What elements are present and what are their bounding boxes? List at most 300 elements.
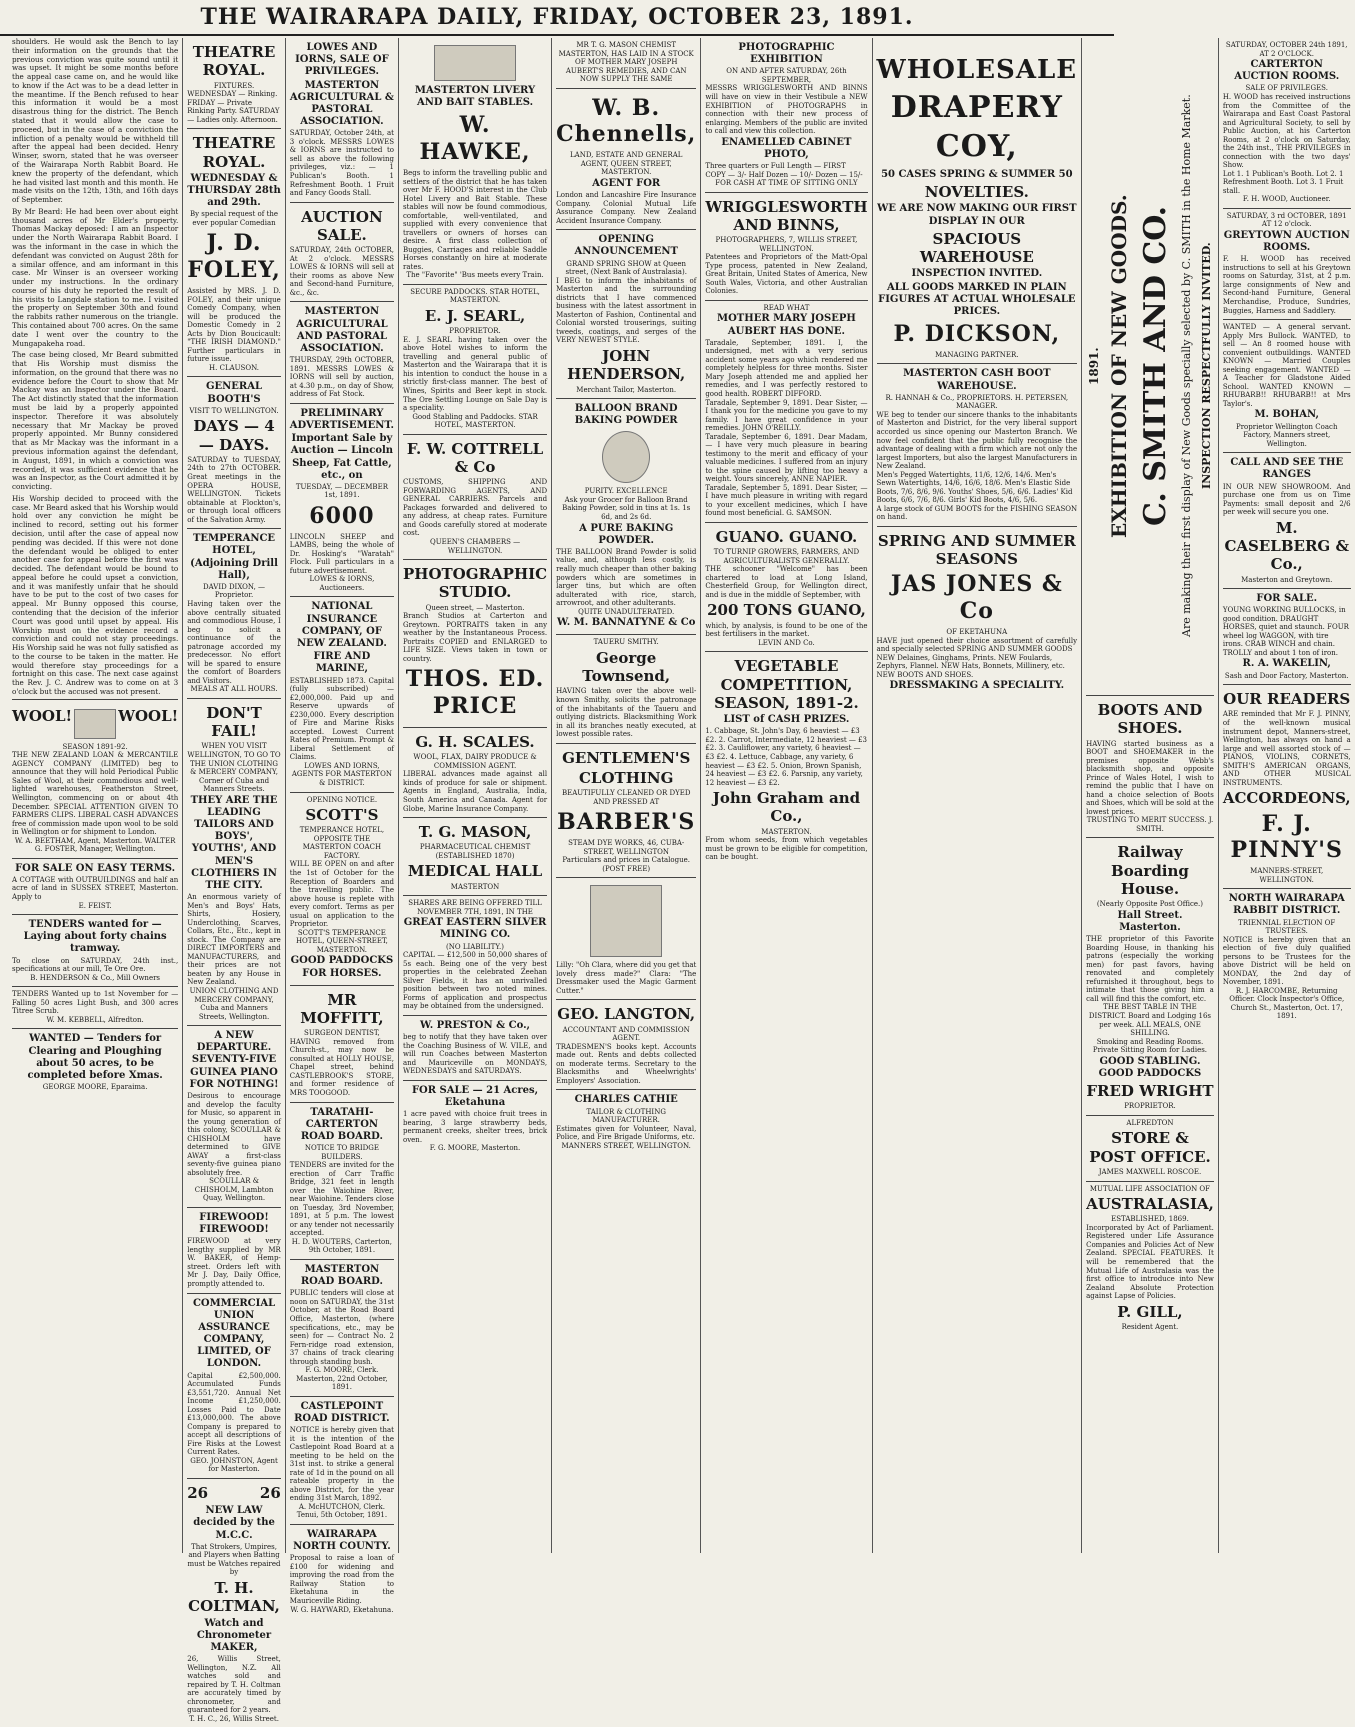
ad-jas-jones <box>877 527 1078 698</box>
foley-sign: H. CLAUSON. <box>209 363 259 372</box>
pure-sub: QUITE UNADULTERATED. <box>578 607 675 616</box>
ad-carterton-auction <box>1223 38 1351 209</box>
booth-sub: VISIT TO WELLINGTON. <box>189 406 279 415</box>
graham-sub: MASTERTON. <box>761 827 812 836</box>
for-sale-sign: E. FEIST. <box>78 901 112 910</box>
langton-sub: ACCOUNTANT AND COMMISSION AGENT. <box>562 1025 690 1043</box>
grey-body: F. H. WOOD has received instructions to sell at his Greytown rooms on Saturday, 31st, at 2 p.m. large consignments of New and Second-hand Furniture, General Merchandise, Produce, Sundries, Buggies, Harness and Saddlery. <box>1222 255 1351 315</box>
gents-clothing: CLOTHING <box>578 768 674 787</box>
article-text: The case being closed, Mr Beard submitted that His Worship must dismiss the information, on the ground that there was no evidence before the Court to show that Mr Mackay was an Inspector under the Board. The Act distinctly stated that the information must be laid by a properly appointed inspector. Therefore it was absolutely necessary that Mr Mackay be proved properly appointed. Mr Bunny considered that as Mr Mackay was the informant in a previous information against the defendant, in August, 1891, in which a conviction was recorded, it was sufficient evidence that he was an Inspector, as the Court admitted it by convicting. <box>12 350 179 492</box>
dontfail-heading: DON'T FAIL! <box>206 703 262 741</box>
wright-name: FRED WRIGHT <box>1086 1082 1214 1101</box>
wriggles-body: Patentees and Proprietors of the Matt-Opal Type process, patented in New Zealand, Great Britain, United States of America, New South Wales, Victoria, and other Australian Colonies. <box>705 253 868 296</box>
article-text: By Mr Beard: He had been over about eight thousand acres of Mr Elder's property. Thomas Mackay deposed: I am an Inspector under the North Wairarapa Rabbit Board. I was the informant in the case in which the defendant was convicted on August 28th for a similar offence, and am informant in this case. Mr Winser is an overseer working under my instructions. In the ordinary course of his duty he reported the result of his visits to Langdale station to me. I visited the property on September 30th and found the rabbits rather numerous on the triangle. This contained about 700 acres. On the same date I went over the country to the Mungapakeha road. <box>12 206 179 348</box>
ad-temperance-hotel <box>187 529 281 699</box>
column-2 <box>183 38 286 1723</box>
north-sign: W. G. HAYWARD, Eketahuna. <box>290 1605 394 1614</box>
road-sign: H. D. WOUTERS, Carterton, 9th October, 1891. <box>291 1237 392 1255</box>
carterton-sub: SALE OF PRIVILEGES. <box>1245 84 1328 93</box>
tender1-body: To close on SATURDAY, 24th inst., specifications at our mill, Te Ore Ore. <box>12 956 179 974</box>
theatre1-body: WEDNESDAY — Rinking. FRIDAY — Private Rinking Party. SATURDAY — Ladies only. Afternoon. <box>187 90 280 124</box>
ranges-heading: CALL AND SEE THE RANGES <box>1230 457 1344 481</box>
theatre1-heading: THEATRE ROYAL. <box>192 43 276 80</box>
ad-firewood <box>187 1208 281 1294</box>
rabbit-heading: NORTH WAIRARAPA RABBIT DISTRICT. <box>1228 893 1345 917</box>
ad-wool <box>12 702 178 859</box>
boots-sign: TRUSTING TO MERIT SUCCESS. J. SMITH. <box>1086 816 1214 833</box>
cottrell-body: CUSTOMS, SHIPPING AND FORWARDING AGENTS, AND GENERAL CARRIERS. Parcels and Packages forwarded and delivered to any address, at cheap rates. Furniture and Goods carefully stored at moderate cost. <box>403 478 548 538</box>
medical-sub: MASTERTON <box>450 882 500 891</box>
pastoral-heading: MASTERTON AGRICULTURAL & PASTORAL ASSOCIATION. <box>289 79 394 128</box>
guano-heading: GUANO. GUANO. <box>715 527 858 546</box>
scales-sub: WOOL, FLAX, DAIRY PRODUCE & COMMISSION AGENT. <box>413 753 537 770</box>
moffitt-sub: SURGEON DENTIST, <box>304 1029 380 1038</box>
agent-body: London and Lancashire Fire Insurance Company. Colonial Mutual Life Assurance Company. New Zealand Accident Insurance Company. <box>556 191 697 225</box>
ad-wrigglesworth <box>705 193 867 301</box>
ad-piano <box>187 1026 281 1208</box>
guano-body: THE schooner "Welcome" has been chartered to load at Long Island, Chesterfield Group, for Wellington direct, and is due in the middle of September, with <box>705 565 868 599</box>
piano-body: Desirous to encourage and develop the faculty for Music, so apparent in the young generation of this colony, SCOULLAR & CHISHOLM have determined to GIVE AWAY a first-class seventy-five guinea piano absolutely free. <box>187 1092 281 1177</box>
article-text: His Worship decided to proceed with the case. Mr Beard asked that his Worship would hold over any conviction he might be inclined to record, setting out his former decision, until after the case of appeal now pending was decided. If this were not done the defendant would be obliged to enter another case for appeal before the first was decided. The defendant would be bound to appeal before he could upset a conviction, and it was manifestly unfair that he should have to be put to the cost of two cases for appeal. Mr Bunny opposed this course, contending that the decision of the inferior Court was good until upset by appeal. His Worship must on the evidence record a conviction and could not stay proceedings. His Worship said he was not fully satisfied as to the course to be taken in the matter. He would therefore stay proceedings for a fortnight on this case. The next case against the Rev. J. C. Andrew was to come on at 3 o'clock but the accused was not present. <box>12 493 179 697</box>
readers-body: ARE reminded that Mr F. J. PINNY, of the well-known musical instrument depot, Manners-street, Wellington, has always on hand a large and well assorted stock of — PIANOS, VIOLINS, CORNETS, SMITH'S AMERICAN ORGANS, AND OTHER MUSICAL INSTRUMENTS. <box>1222 710 1351 787</box>
preston-name: W. PRESTON & Co., <box>420 1019 531 1031</box>
pastoral-body: SATURDAY, October 24th, at 3 o'clock. MESSRS LOWES & IORNS are instructed to sell as above the following privileges, viz.: — 1 Publican's Booth. 1 Refreshment Booth. 1 Fruit and Fancy Goods Stall. <box>289 129 394 198</box>
veg-sub: LIST of CASH PRIZES. <box>723 714 850 726</box>
ad-greytown-auction <box>1223 209 1351 320</box>
mason-sub: PHARMACEUTICAL CHEMIST (ESTABLISHED 1870) <box>419 843 531 860</box>
caselberg-sub: Masterton and Greytown. <box>1241 575 1333 584</box>
bannatyne-name: W. M. BANNATYNE & Co <box>557 617 696 629</box>
scott-sub: TEMPERANCE HOTEL, OPPOSITE THE MASTERTON COACH FACTORY. <box>299 826 385 860</box>
alf-sign: JAMES MAXWELL ROSCOE. <box>1098 1168 1202 1176</box>
ad-tender-2 <box>12 987 178 1029</box>
veg-prize-list: 1. Cabbage, St. John's Day, 6 heaviest — £3 £2. 2. Carrot, Intermediate, 12 heaviest — £3 £2. 3. Cauliflower, any variety, 6 heaviest — £3 £2. 4. Lettuce, Cabbage, any variety, 6 heaviest — £3 £2. 5. Onion, Brown Spanish, 24 heaviest — £3 £2. 6. Parsnip, any variety, 12 heaviest — £3 £2. <box>705 727 867 787</box>
cottrell-name: F. W. COTTRELL & Co <box>406 439 544 476</box>
cathie-body: Estimates given for Volunteer, Naval, Police, and Fire Brigade Uniforms, etc. <box>556 1124 697 1142</box>
road-sub: NOTICE TO BRIDGE BUILDERS. <box>304 1144 379 1161</box>
ad-taratahi-road <box>290 1103 394 1260</box>
guano-sub: TO TURNIP GROWERS, FARMERS, AND AGRICULTURALISTS GENERALLY. <box>713 548 860 565</box>
number-26-left: 26 <box>187 1484 209 1502</box>
mroad-heading: MASTERTON ROAD BOARD. <box>300 1264 383 1288</box>
column-7 <box>873 38 1083 1553</box>
boot-body: WE beg to tender our sincere thanks to the inhabitants of Masterton and District, for the very liberal support accorded us since opening our Masterton Branch. We now feel confident that the public fully recognise the advantage of dealing with a firm which are not only the largest Importers, but also the largest Manufacturers in New Zealand. <box>876 410 1078 471</box>
ad-rabbit-district <box>1223 889 1351 1025</box>
townsend-name: George Townsend, <box>582 648 671 686</box>
balloon-sub: Ask your Grocer for Balloon Brand Baking Powder, sold in tins at 1s. 1s 6d, and 2s 6d. <box>562 495 691 521</box>
guano-body-2: which, by analysis, is found to be one of the best fertilisers in the market. <box>705 621 868 639</box>
spring-seasons-heading: SPRING AND SUMMER SEASONS <box>877 531 1076 569</box>
rail-address: Hall Street. Masterton. <box>1117 909 1183 934</box>
tender1-heading: TENDERS wanted for — Laying about forty chains tramway. <box>23 919 167 955</box>
ad-castlepoint <box>290 1397 394 1525</box>
coy-heading: COY, <box>935 129 1018 165</box>
medical-hall: MEDICAL HALL <box>407 862 543 881</box>
commercial-heading: COMMERCIAL UNION ASSURANCE COMPANY, LIMITED, OF LONDON. <box>192 1297 276 1370</box>
enamel-heading: ENAMELLED CABINET PHOTO, <box>721 136 852 160</box>
ad-mutual-life <box>1086 1182 1214 1336</box>
wakelin-list: YOUNG WORKING BULLOCKS, in good condition. DRAUGHT HORSES, quiet and staunch. FOUR wheel log WAGGON, with tire irons. CRAB WINCH and chain. TROLLY and about 1 ton of iron. <box>1222 606 1349 657</box>
booth-body: SATURDAY to TUESDAY, 24th to 27th OCTOBER. Great meetings in the OPERA HOUSE, WELLINGTON. Tickets obtainable at Flockton's, or through local officers of the Salvation Army. <box>187 455 281 524</box>
cathie-sign: MANNERS STREET, WELLINGTON. <box>561 1141 691 1150</box>
gill-name: P. GILL, <box>1117 1302 1183 1321</box>
balloon-illustration <box>602 431 650 483</box>
auction-body: SATURDAY, 24th OCTOBER, At 2 o'clock. MESSRS LOWES & IORNS will sell at their rooms as above New and Second-hand Furniture, &c., &c. <box>289 246 394 297</box>
forsale-sign: F. G. MOORE, Masterton. <box>429 1144 521 1153</box>
leading-body: An enormous variety of Men's and Boys' Hats, Shirts, Hosiery, Underclothing, Scarves, Collars, Etc., Etc., kept in stock. The Company are DIRECT IMPORTERS and MANUFACTURERS, and their prices are not beaten by any House in New Zealand. <box>187 893 281 987</box>
cathie-sub: TAILOR & CLOTHING MANUFACTURER. <box>586 1107 666 1125</box>
for-sale-body: A COTTAGE with OUTBUILDINGS and half an acre of land in SUSSEX STREET, Masterton. Apply to <box>12 875 179 901</box>
caselberg-name: M. CASELBERG & Co., <box>1224 518 1349 574</box>
prelim-heading: PRELIMINARY ADVERTISEMENT. <box>289 407 394 431</box>
scoullar-sign: SCOULLAR & CHISHOLM, Lambton Quay, Wellington. <box>194 1177 274 1203</box>
silver-sub: (NO LIABILITY.) <box>446 942 505 951</box>
carterton-heading: CARTERTON AUCTION ROOMS. <box>1234 59 1340 83</box>
coltman-name: T. H. COLTMAN, <box>188 1578 280 1616</box>
rabbit-body: NOTICE is hereby given that an election of five duly qualified persons to be Trustees for the above District will be held on MONDAY, the 2nd day of November, 1891. <box>1222 935 1351 987</box>
spacious-warehouse: SPACIOUS WAREHOUSE <box>919 229 1034 267</box>
ad-photo-exhibition <box>705 38 867 193</box>
spring-sub: GRAND SPRING SHOW at Queen street, (Next Bank of Australasia). <box>565 259 687 277</box>
ad-union-clothing <box>187 699 281 1026</box>
ad-photo-studio <box>403 560 547 728</box>
grey-date: SATURDAY, 3 rd OCTOBER, 1891 AT 12 o'clock. <box>1226 211 1347 229</box>
ladies-illustration <box>590 885 662 957</box>
chennells-sub: LAND, ESTATE AND GENERAL AGENT, QUEEN STREET, MASTERTON. <box>569 151 683 177</box>
ad-scotts-hotel <box>290 793 394 986</box>
paddocks-line: GOOD PADDOCKS FOR HORSES. <box>290 955 394 979</box>
rail-list: THE BEST TABLE IN THE DISTRICT. Board and Lodging 16s per week. ALL MEALS, ONE SHILLING. <box>1088 1003 1211 1038</box>
rabbit-sign: R. J. HARCOMBE, Returning Officer. Clock Inspector's Office, Church St., Masterton, Oct. 17, 1891. <box>1229 986 1345 1021</box>
photo-exhibition-sub: ON AND AFTER SATURDAY, 26th SEPTEMBER, <box>726 67 847 84</box>
enamel-prices: Three quarters or Full Length — FIRST COPY — 3/- Half Dozen — 10/- Dozen — 15/- <box>705 162 863 179</box>
photo-heading: PHOTOGRAPHIC STUDIO. <box>403 565 548 602</box>
mother-testimonial-1: Taradale, September, 1891. I, the undersigned, met with a very serious accident some years ago which rendered me completely helpless for three months. Sister Mary Joseph attended me and applied her remedies, and I was perfectly restored to good health. ROBERT DIFFORD. <box>705 338 868 398</box>
coltman-sub: Watch and Chronometer MAKER, <box>196 1617 272 1653</box>
rail-sub: (Nearly Opposite Post Office.) <box>1096 900 1204 909</box>
ad-balloon-powder <box>556 399 696 635</box>
temp-meals: MEALS AT ALL HOURS. <box>190 685 278 694</box>
inspection-invited: INSPECTION INVITED. <box>911 268 1043 280</box>
tender2-body: TENDERS Wanted up to 1st November for — Falling 50 acres Light Bush, and 300 acres Titree Scrub. <box>12 990 179 1016</box>
mother-testimonial-3: Taradale, September 6, 1891. Dear Madam, — I have very much pleasure in bearing testimony to the merit and efficacy of your valuable medicines. I suffered from an injury to the spine caused by lifting too heavy a weight. Yours sincerely, ANNE NAPIER. <box>705 432 868 484</box>
ad-taueru-smithy <box>556 635 696 743</box>
coltman-body: 26, Willis Street, Wellington, N.Z. All watches sold and repaired by T. H. Coltman are accurately timed by chronometer, and guaranteed for 2 years. <box>187 1655 281 1715</box>
ad-mason-chemist <box>403 818 547 896</box>
preston-body: beg to notify that they have taken over the Coaching Business of W. VILE, and will run Coaches between Masterton and Mauriceville on MONDAYS, WEDNESDAYS and SATURDAYS. <box>403 1033 548 1076</box>
boot-sign: R. HANNAH & Co., PROPRIETORS. H. PETERSEN, MANAGER. <box>885 393 1069 411</box>
ad-eketahuna-sale <box>403 1081 547 1157</box>
alf-heading: ALFREDTON <box>1126 1118 1174 1127</box>
national-heading: NATIONAL INSURANCE COMPANY, OF NEW ZEALAND. <box>296 601 387 650</box>
ad-cathie <box>556 1090 696 1154</box>
dressmaking: DRESSMAKING A SPECIALITY. <box>889 680 1065 692</box>
wool-illustration <box>74 709 116 739</box>
booth-heading: GENERAL BOOTH'S <box>206 381 263 405</box>
pinny-name: F. J. PINNY'S <box>1230 810 1343 864</box>
mutual-sub: ESTABLISHED, 1869. <box>1111 1215 1189 1224</box>
wriggles-sub: PHOTOGRAPHERS, 7, WILLIS STREET, WELLINGTON. <box>715 236 858 253</box>
prelim-date: TUESDAY, — DECEMBER 1st, 1891. <box>295 482 388 500</box>
carterton-body: H. WOOD has received instructions from the Committee of the Wairarapa and East Coast Pastoral and Agricultural Society, to sell by Public Auction, at his Carterton Rooms, at 2 o'clock on Saturday, the 24th inst., THE PRIVILEGES in connection with the two days' Show. <box>1222 92 1351 170</box>
ad-garment-cutter <box>556 878 696 1000</box>
veg-heading: VEGETABLE COMPETITION, SEASON, 1891-2. <box>714 657 859 712</box>
commercial-body: Capital £2,500,000. Accumulated Funds £3,551,720. Annual Net Income £1,250,000. Losses Paid to Date £13,000,000. The above Company is prepared to accept all descriptions of Fire Risks at the Lowest Current Rates. <box>187 1371 281 1457</box>
ad-henderson-tailor <box>556 230 696 399</box>
column-3 <box>286 38 399 1614</box>
photo-body: Branch Studios at Carterton and Greytown. PORTRAITS taken in any weather by the Instantaneous Process. Portraits COPIED and ENLARGED to LIFE SIZE. Views taken in town or country. <box>403 612 548 663</box>
bohan-name: M. BOHAN, <box>1254 409 1320 421</box>
mroad-sign: F. G. MOORE, Clerk. Masterton, 22nd October, 1891. <box>296 1366 388 1392</box>
bohan-sub: Proprietor Wellington Coach Factory, Manners street, Wellington. <box>1235 422 1338 448</box>
ad-masterton-road <box>290 1260 394 1397</box>
column-5 <box>552 38 701 1553</box>
national-sign: LOWES AND IORNS, AGENTS FOR MASTERTON & DISTRICT. <box>291 761 392 787</box>
foley-name: J. D. FOLEY, <box>187 230 281 284</box>
rail-stable: GOOD STABLING. GOOD PADDOCKS <box>1098 1055 1202 1079</box>
newspaper-title: THE WAIRARAPA DAILY, FRIDAY, OCTOBER 23, 1891. <box>200 4 914 30</box>
balloon-motto: PURITY. EXCELLENCE <box>584 487 668 496</box>
mason-name: T. G. MASON, <box>418 823 532 842</box>
silver-heading: SHARES ARE BEING OFFERED TILL NOVEMBER 7TH, 1891, IN THE <box>408 899 542 916</box>
firewood-heading: FIREWOOD! FIREWOOD! <box>199 1211 269 1236</box>
theatre2-body: By special request of the ever popular Comedian <box>189 210 279 227</box>
road-body: TENDERS are invited for the erection of Carr Traffic Bridge, 321 feet in length over the Waiohine River, near Waiohine. Tenders close on Tuesday, 3rd November, 1891, at 5 p.m. The lowest or any tender not necessarily accepted. <box>289 1161 394 1238</box>
pure-body: THE BALLOON Brand Powder is solid value, and, although less costly, is really much cheaper than other baking powders which are sometimes in larger tins, but which are often adulterated with rice, starch, arrowroot, and other adulterants. <box>556 547 697 608</box>
rail-body: THE proprietor of this Favorite Boarding House, in thanking his patrons (especially the working men) for past favors, having renovated and completely refurnished it throughout, begs to intimate that those giving him a call will find this the comfort, etc. <box>1086 935 1214 1003</box>
tender2-sign: W. M. KEBBELL, Alfredton. <box>46 1015 144 1024</box>
ad-wanted-list <box>1223 320 1351 453</box>
jas-sub: OF EKETAHUNA <box>946 628 1008 637</box>
ad-mother-aubert <box>705 301 867 523</box>
mroad-body: PUBLIC tenders will close at noon on SATURDAY, the 31st October, at the Road Board Office, Masterton, (where specifications, etc., may be seen) for — Contract No. 2 Fern-ridge road extension, 37 chains of track clearing through standing bush. <box>289 1289 394 1366</box>
rabbit-sub: TRIENNIAL ELECTION OF TRUSTEES. <box>1238 918 1336 936</box>
gents-heading: GENTLEMEN'S <box>562 748 691 767</box>
moffitt-name: MR MOFFITT, <box>300 990 384 1027</box>
searl-sub: PROPRIETOR. <box>449 327 501 336</box>
column-8 <box>1082 38 1219 1553</box>
castle-sign: A. McHUTCHON, Clerk. Tenui, 5th October, 1891. <box>296 1502 388 1520</box>
price-name: THOS. ED. PRICE <box>405 666 545 720</box>
mutual-body: Incorporated by Act of Parliament. Registered under Life Assurance Companies and Policies Act of New Zealand. SPECIAL FEATURES. It will be remembered that the Mutual Life of Australasia was the first office to introduce into New Zealand Absolute Protection against Lapse of Policies. <box>1086 1223 1214 1301</box>
mason-remedies-text: MR T. G. MASON CHEMIST MASTERTON, HAS LAID IN A STOCK OF MOTHER MARY JOSEPH AUBERT'S REMEDIES, AND CAN NOW SUPPLY THE SAME <box>558 41 694 84</box>
silver-body: CAPITAL — £12,500 in 50,000 shares of 5s each. Being one of the very best properties in the celebrated Zeehan Silver Fields, it has an unrivalled position between two noted mines. Forms of application and prospectus may be obtained from the undersigned. <box>403 951 548 1011</box>
gum-boots: A large stock of GUM BOOTS for the FISHING SEASON on hand. <box>876 504 1078 522</box>
ad-moffitt <box>290 986 394 1103</box>
boot-price-list: Men's Pegged Watertights, 11/6, 12/6, 14/6. Men's Sewn Watertights, 14/6, 16/6, 18/6. Men's Elastic Side Boots, 7/6, 8/6, 9/6. Youths' Shoes, 5/6, 6/6. Ladies' Kid Boots, 6/6, 7/6, 8/6. Girls' Kid Boots, 4/6, 5/6. <box>876 470 1073 505</box>
ad-chennells <box>556 89 696 231</box>
prelim-big: Important Sale by Auction — Lincoln Sheep, Fat Cattle, etc., on <box>290 433 394 481</box>
dontfail-body: WHEN YOU VISIT WELLINGTON, TO GO TO THE UNION CLOTHING & MERCERY COMPANY, Corner of Cuba and Manners Streets. <box>187 742 281 794</box>
hawke-sub: The "Favorite" 'Bus meets every Train. <box>406 271 544 280</box>
gents-body: BEAUTIFULLY CLEANED OR DYED AND PRESSED AT <box>561 789 691 806</box>
ad-theatre-2 <box>187 129 281 377</box>
scales-body: LIBERAL advances made against all kinds of produce for sale or shipment. Agents in England, Australia, India, South America and Canada. Agent for Globe, Marine Insurance Company. <box>403 770 548 813</box>
ad-fat-stock <box>290 302 394 403</box>
accordeons: ACCORDEONS, <box>1222 789 1351 808</box>
guano-sign: LEVIN AND Co. <box>758 638 815 647</box>
column-6 <box>701 38 872 1553</box>
wool-body: THE NEW ZEALAND LOAN & MERCANTILE AGENCY COMPANY (LIMITED) beg to announce that they will hold Periodical Public Sales of Wool, at their commodious and well-lighted warehouses, Featherston Street, Wellington, commencing on or about 4th December. SPECIAL ATTENTION GIVEN TO FARMERS CLIPS. LIBERAL CASH ADVANCES free of commission made upon wool to be sold in Wellington or for shipment to London. <box>12 751 179 837</box>
scott-body: WILL BE OPEN on and after the 1st of October for the Reception of Boarders and the travelling public. The above house is replete with every comfort. Terms as per usual on application to the Proprietor. <box>289 860 394 929</box>
forsale-body: 1 acre paved with choice fruit trees in bearing, 3 large strawberry beds, permanent creeks, shelter trees, brick oven. <box>403 1110 548 1144</box>
ad-livery-stables <box>403 38 547 285</box>
union-sign: UNION CLOTHING AND MERCERY COMPANY, Cuba and Manners Streets, Wellington. <box>189 986 279 1021</box>
number-26-right: 26 <box>259 1484 281 1502</box>
ad-national-insurance <box>290 597 394 792</box>
graham-body: From whom seeds, from which vegetables must be grown to be eligible for competition, can be bought. <box>705 836 868 862</box>
tender1-sign: B. HENDERSON & Co., Mill Owners <box>30 973 161 982</box>
ad-ranges <box>1223 453 1351 589</box>
ad-auction-sale <box>290 203 394 303</box>
moffitt-body: HAVING removed from Church-st., may now be consulted at HOLLY HOUSE, Chapel street, behind CASTLEBROOK'S STORE, and former residence of MRS TOOGOOD. <box>289 1037 394 1097</box>
article-text: shoulders. He would ask the Bench to lay their information on the grounds that the previous conviction was quite sound until it was upset. It might be some months before the appeal case came on, and he would like to know if the Act was to be a dead letter in the meantime. If the Bench refused to hear this information it would be a most disastrous thing for the district. The Bench stated that it would allow the case to proceed, but in the case of a conviction the infliction of a penalty would be withheld till after the appeal had been decided. Henry Winser, sworn, stated that he was overseer of the Wairarapa North Rabbit Board. He knew the property of the defendant, which he had visited last month and this month. He made visits on the 12th, 13th, and 16th days of September. <box>12 37 179 205</box>
barbers-sub: STEAM DYE WORKS, 46, CUBA-STREET, WELLINGTON <box>568 839 685 856</box>
lowes-sign: LOWES & IORNS, Auctioneers. <box>309 575 375 592</box>
langton-body: TRADESMEN'S books kept. Accounts made out. Rents and debts collected on moderate terms. Secretary to the Blacksmiths and Wheelwrights' Employers' Association. <box>556 1042 697 1085</box>
wool-sign: W. A. BEETHAM, Agent, Masterton. WALTER G. FOSTER, Manager, Wellington. <box>14 836 176 854</box>
north-heading: WAIRARAPA NORTH COUNTY. <box>293 1528 391 1553</box>
readers-heading: OUR READERS <box>1223 690 1351 709</box>
ad-tender-3 <box>12 1029 178 1095</box>
piano-heading: A NEW DEPARTURE. SEVENTY-FIVE GUINEA PIANO FOR NOTHING! <box>189 1030 279 1090</box>
ad-smith-exhibition <box>1086 38 1214 696</box>
road-heading: TARATAHI-CARTERTON ROAD BOARD. <box>300 1106 383 1142</box>
wakelin-sub: Sash and Door Factory, Masterton. <box>1224 671 1349 680</box>
ad-commercial-union <box>187 1294 281 1480</box>
ad-scales <box>403 728 547 818</box>
rail-sub-2: Smoking and Reading Rooms. Private Sitting Room for Ladies. <box>1092 1037 1208 1055</box>
wakelin-name: R. A. WAKELIN, <box>1242 658 1331 670</box>
booth-days: DAYS — 4 — DAYS. <box>193 417 275 454</box>
novelties-heading: NOVELTIES. <box>924 183 1029 202</box>
auction-heading: AUCTION SALE. <box>301 207 383 244</box>
alf-store: STORE & POST OFFICE. <box>1089 1129 1211 1166</box>
drapery-heading: DRAPERY <box>890 89 1063 125</box>
divider <box>12 699 178 700</box>
wright-sub: PROPRIETOR. <box>1124 1102 1176 1111</box>
ad-north-county <box>290 1525 394 1618</box>
temp-body: Having taken over the above centrally situated and commodious House, I beg to solicit a continuance of the patronage accorded my predecessor. No effort will be spared to ensure the comfort of Boarders and Visitors. <box>187 600 281 685</box>
castle-body: NOTICE is hereby given that it is the intention of the Castlepoint Road Board at a meeting to be held on the 31st inst. to strike a general rate of 1d in the pound on all rateable property in the above District, for the year ending 31st March, 1892. <box>289 1426 394 1503</box>
ad-guano <box>705 523 867 652</box>
spring-heading: OPENING ANNOUNCEMENT <box>574 234 678 258</box>
tender3-sign: GEORGE MOORE, Eparaima. <box>42 1083 148 1092</box>
sheep-body: LINCOLN SHEEP and LAMBS, being the whole of Dr. Hosking's "Waratah" Flock. Full particulars in a future advertisement. <box>289 532 394 575</box>
jas-name: JAS JONES & Co <box>890 571 1063 625</box>
mother-testimonial-4: Taradale, September 5, 1891. Dear Sister, — I have much pleasure in writing with regard to your excellent medicines, which I have found most beneficial. G. SAMSON. <box>705 483 868 518</box>
thursday-heading: MASTERTON AGRICULTURAL AND PASTORAL ASSOCIATION. <box>296 306 388 354</box>
carterton-date: SATURDAY, OCTOBER 24th 1891, AT 2 O'CLOCK. <box>1225 41 1348 58</box>
national-sub: FIRE AND MARINE, <box>313 651 371 675</box>
ad-preliminary <box>290 404 394 598</box>
sheep-count: 6000 <box>309 502 375 529</box>
newlaw-body: That Strokers, Umpires, and Players when Batting must be Watches repaired by <box>187 1542 281 1577</box>
gill-sub: Resident Agent. <box>1121 1322 1179 1331</box>
photo-sub: Queen street, — Masterton. <box>425 603 525 612</box>
henderson-name: JOHN HENDERSON, <box>567 346 686 384</box>
vert-exhibition: EXHIBITION OF NEW GOODS. <box>1107 194 1132 538</box>
north-body: Proposal to raise a loan of £100 for widening and improving the road from the Railway Station to Eketahuna in the Mauriceville Riding. <box>289 1554 394 1605</box>
horse-illustration <box>434 45 516 81</box>
wood-sign: F. H. WOOD, Auctioneer. <box>1242 195 1331 204</box>
vert-inspection: INSPECTION RESPECTFULLY INVITED. <box>1199 242 1213 490</box>
barbers-body: Particulars and prices in Catalogue. (POST FREE) <box>562 856 690 873</box>
ad-wakelin-sale <box>1223 589 1351 685</box>
ad-for-sale <box>12 859 178 915</box>
hawke-name: W. HAWKE, <box>419 112 531 166</box>
searl-name: E. J. SEARL, <box>424 307 526 325</box>
cathie-name: CHARLES CATHIE <box>574 1094 678 1106</box>
cottrell-sign: QUEEN'S CHAMBERS — WELLINGTON. <box>429 537 521 555</box>
silver-big: GREAT EASTERN SILVER MINING CO. <box>403 917 547 941</box>
dickson-sub: MANAGING PARTNER. <box>935 350 1019 359</box>
grey-heading: GREYTOWN AUCTION ROOMS. <box>1223 229 1350 254</box>
pinny-sub: MANNERS-STREET, WELLINGTON. <box>1250 867 1324 884</box>
ad-lowes-privileges <box>290 38 394 203</box>
rail-heading: Railway Boarding House. <box>1111 843 1189 899</box>
ad-boot-warehouse <box>877 364 1078 526</box>
mutual-name: AUSTRALASIA, <box>1086 1195 1214 1214</box>
mother-heading: MOTHER MARY JOSEPH AUBERT HAS DONE. <box>717 313 856 337</box>
thursday-body: THURSDAY, 29th OCTOBER, 1891. MESSRS LOWES & IORNS will sell by auction, at 4.30 p.m., on day of Show, address of Fat Stock. <box>289 356 394 399</box>
enamel-sub: FOR CASH AT TIME OF SITTING ONLY <box>715 179 858 188</box>
leading-heading: THEY ARE THE LEADING TAILORS AND BOYS', YOUTHS', AND MEN'S CLOTHIERS IN THE CITY. <box>190 794 278 891</box>
langton-name: GEO. LANGTON, <box>557 1005 696 1024</box>
carterton-list: Lot 1. 1 Publican's Booth. Lot 2. 1 Refreshment Booth. Lot 3. 1 Fruit stall. <box>1222 169 1344 195</box>
forsale-heading: FOR SALE — 21 Acres, Eketahuna <box>411 1084 539 1108</box>
mutual-heading: MUTUAL LIFE ASSOCIATION OF <box>1089 1184 1211 1193</box>
goods-body: ALL GOODS MARKED IN PLAIN FIGURES AT ACTUAL WHOLESALE PRICES. <box>878 281 1076 317</box>
lowes1-heading: LOWES AND IORNS, SALE OF PRIVILEGES. <box>295 42 389 78</box>
columns <box>8 37 1351 1723</box>
cases-heading: 50 CASES SPRING & SUMMER 50 <box>881 168 1073 180</box>
commercial-sign: GEO. JOHNSTON, Agent for Masterton. <box>190 1456 278 1474</box>
ad-silver-mining <box>403 896 547 1016</box>
vert-smith: C. SMITH AND CO. <box>1137 205 1173 527</box>
boots-heading: BOOTS AND SHOES. <box>1097 701 1203 738</box>
wakelin-heading: FOR SALE. <box>1256 593 1318 605</box>
photo-exhibition-body: MESSRS WRIGGLESWORTH AND BINNS will have on view in their Vestibule a NEW EXHIBITION of PHOTOGRAPHS in connection with their new process of enlarging. Members of the public are invited to call and view this collection. <box>705 84 868 136</box>
boot-heading: MASTERTON CASH BOOT WAREHOUSE. <box>903 368 1051 392</box>
column-9 <box>1219 38 1355 1553</box>
scott-heading: OPENING NOTICE. <box>306 795 378 804</box>
ad-barbers-dye <box>556 744 696 879</box>
wanted-list: WANTED — A general servant. Apply Mrs Bullock. WANTED, to sell — An 8 roomed house with convenient outbuildings. WANTED KNOWN — Married Couples seeking engagement. WANTED — A Teacher for Gladstone Aided School. WANTED KNOWN — RHUBARB!! RHUBARB!! at Mrs Taylor's. <box>1222 323 1351 408</box>
novelties-body: WE ARE NOW MAKING OUR FIRST DISPLAY IN OUR <box>877 203 1077 227</box>
barbers-name: BARBER'S <box>557 809 696 836</box>
temp-sign: DAVID DIXON, — Proprietor. <box>202 582 266 600</box>
ad-wholesale-drapery <box>877 38 1078 364</box>
ad-mason-remedies <box>556 38 696 89</box>
dickson-name: P. DICKSON, <box>893 321 1061 348</box>
for-sale-heading: FOR SALE ON EASY TERMS. <box>15 862 176 874</box>
smithy-heading: TAUERU SMITHY. <box>593 638 659 647</box>
searl-sign: Good Stabling and Paddocks. STAR HOTEL, MASTERTON. <box>412 412 538 430</box>
jas-body: HAVE just opened their choice assortment of carefully and specially selected SPRING AND SUMMER GOODS <box>876 636 1078 654</box>
coltman-sign: T. H. C., 26, Willis Street. <box>189 1714 279 1723</box>
ad-coltman <box>187 1479 281 1727</box>
scott-name: SCOTT'S <box>305 806 379 825</box>
hawke-body: Begs to inform the travelling public and settlers of the district that he has taken over Mr F. HOOD'S interest in the Club Hotel Livery and Bait Stable. These stables will now be found commodious, comfortable, well-ventilated, and supplied with every convenience that travellers or owners of horses can desire. A first class collection of Buggies, Carriages and reliable Saddle Horses constantly on hire at moderate rates. <box>403 169 548 271</box>
theatre2-sub: WEDNESDAY & THURSDAY 28th and 29th. <box>187 172 281 209</box>
ad-preston-coaches <box>403 1016 547 1081</box>
newlaw-heading: NEW LAW decided by the M.C.C. <box>193 1505 275 1541</box>
masthead <box>0 0 1114 36</box>
townsend-body: HAVING taken over the above well-known Smithy, solicits the patronage of the inhabitants of the Taueru and outlying districts. Blacksmithing Work in all its branches neatly executed, at lowest possible rates. <box>556 687 697 739</box>
castle-heading: CASTLEPOINT ROAD DISTRICT. <box>294 1400 390 1424</box>
theatre2-heading: THEATRE ROYAL. <box>192 134 276 171</box>
